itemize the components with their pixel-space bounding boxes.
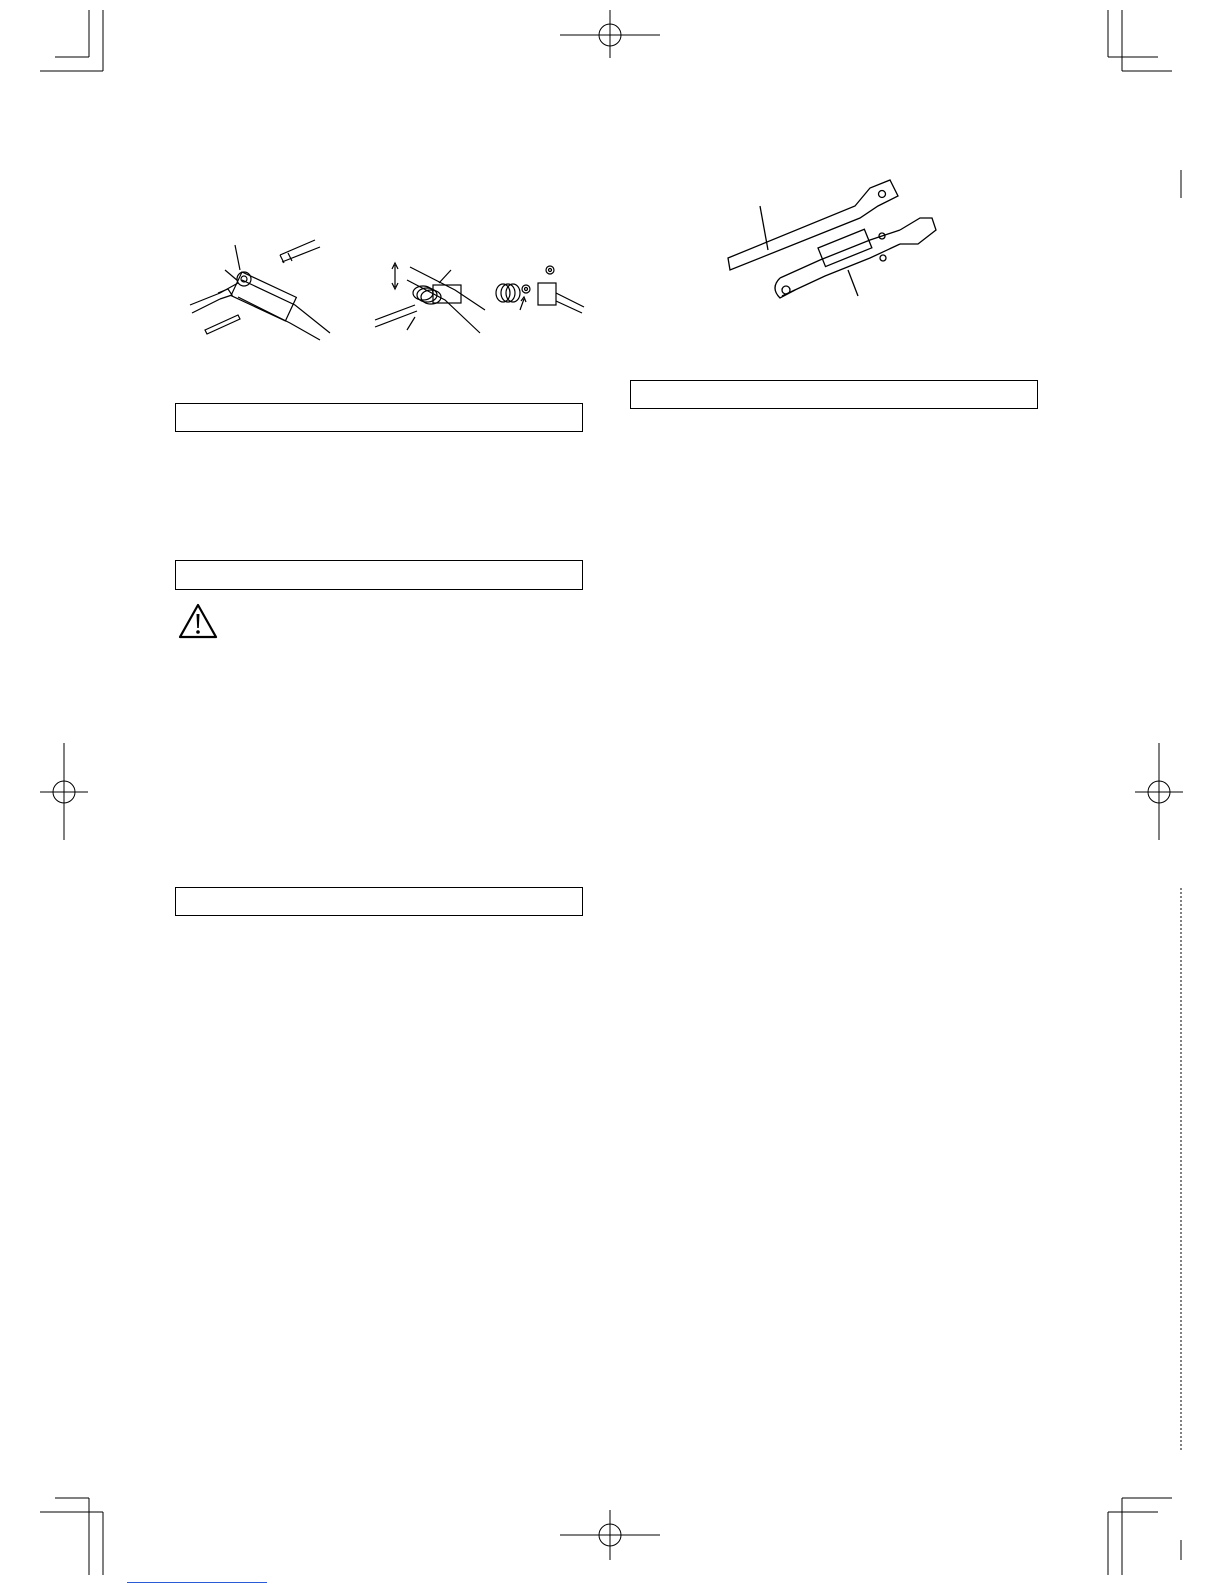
figure-screwdriver-adjust <box>375 255 490 340</box>
figure-spring-parts <box>490 265 585 320</box>
footer-link-underline <box>127 1582 267 1583</box>
warning-triangle-icon <box>178 603 218 639</box>
section-box-2 <box>175 560 583 590</box>
section-box-1 <box>175 403 583 432</box>
section-box-3 <box>175 887 583 916</box>
figure-wrench-arm <box>720 178 950 318</box>
figure-blade-attachment <box>180 235 340 345</box>
section-box-4 <box>630 380 1038 409</box>
